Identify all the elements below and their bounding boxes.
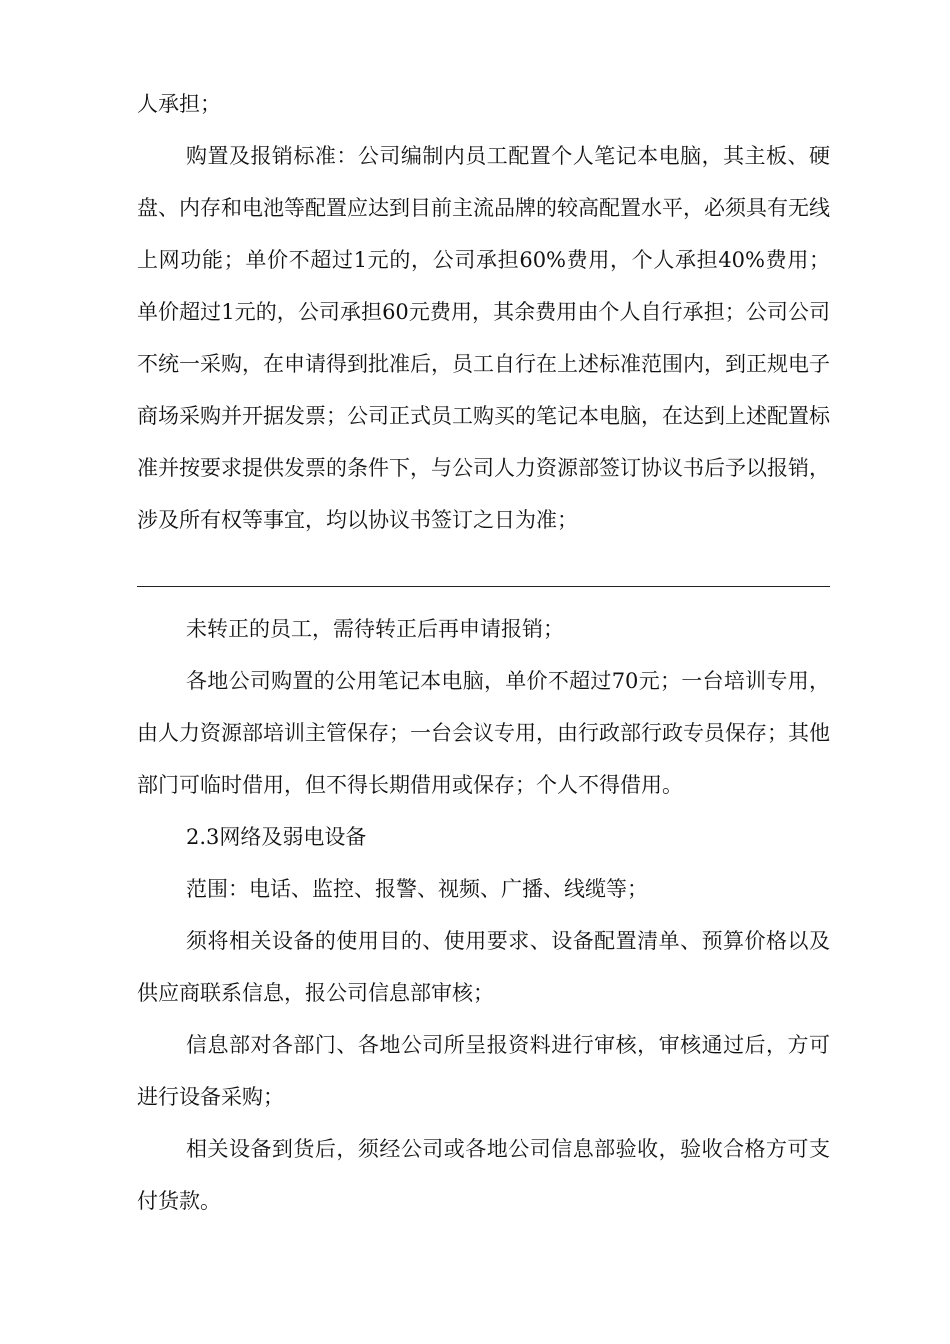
paragraph-submit-review: 须将相关设备的使用目的、使用要求、设备配置清单、预算价格以及供应商联系信息，报公司信息部审核； xyxy=(137,929,830,1005)
section-heading-network: 2.3网络及弱电设备 xyxy=(186,825,367,849)
horizontal-divider xyxy=(137,586,830,587)
paragraph-continuation: 人承担； xyxy=(137,92,221,116)
paragraph-audit: 信息部对各部门、各地公司所呈报资料进行审核，审核通过后，方可进行设备采购； xyxy=(137,1033,830,1109)
paragraph-scope: 范围：电话、监控、报警、视频、广播、线缆等； xyxy=(186,877,648,901)
text-block-top xyxy=(137,78,830,546)
paragraph-public-laptop: 各地公司购置的公用笔记本电脑，单价不超过70元；一台培训专用，由人力资源部培训主管保存；一台会议专用，由行政部行政专员保存；其他部门可临时借用，但不得长期借用或保存；个人不得借用。 xyxy=(137,669,830,797)
paragraph-acceptance: 相关设备到货后，须经公司或各地公司信息部验收，验收合格方可支付货款。 xyxy=(137,1137,830,1213)
paragraph-purchase-standard: 购置及报销标准：公司编制内员工配置个人笔记本电脑，其主板、硬盘、内存和电池等配置应达到目前主流品牌的较高配置水平，必须具有无线上网功能；单价不超过1元的，公司承担60%费用，个人承担40%费用；单价超过1元的，公司承担60元费用，其余费用由个人自行承担；公司公司不统一采购，在申请得到批准后，员工自行在上述标准范围内，到正规电子商场采购并开据发票；公司正式员工购买的笔记本电脑，在达到上述配置标准并按要求提供发票的条件下，与公司人力资源部签订协议书后予以报销，涉及所有权等事宜，均以协议书签订之日为准； xyxy=(137,144,830,532)
text-block-bottom xyxy=(137,603,830,1227)
paragraph-probation: 未转正的员工，需待转正后再申请报销； xyxy=(186,617,564,641)
